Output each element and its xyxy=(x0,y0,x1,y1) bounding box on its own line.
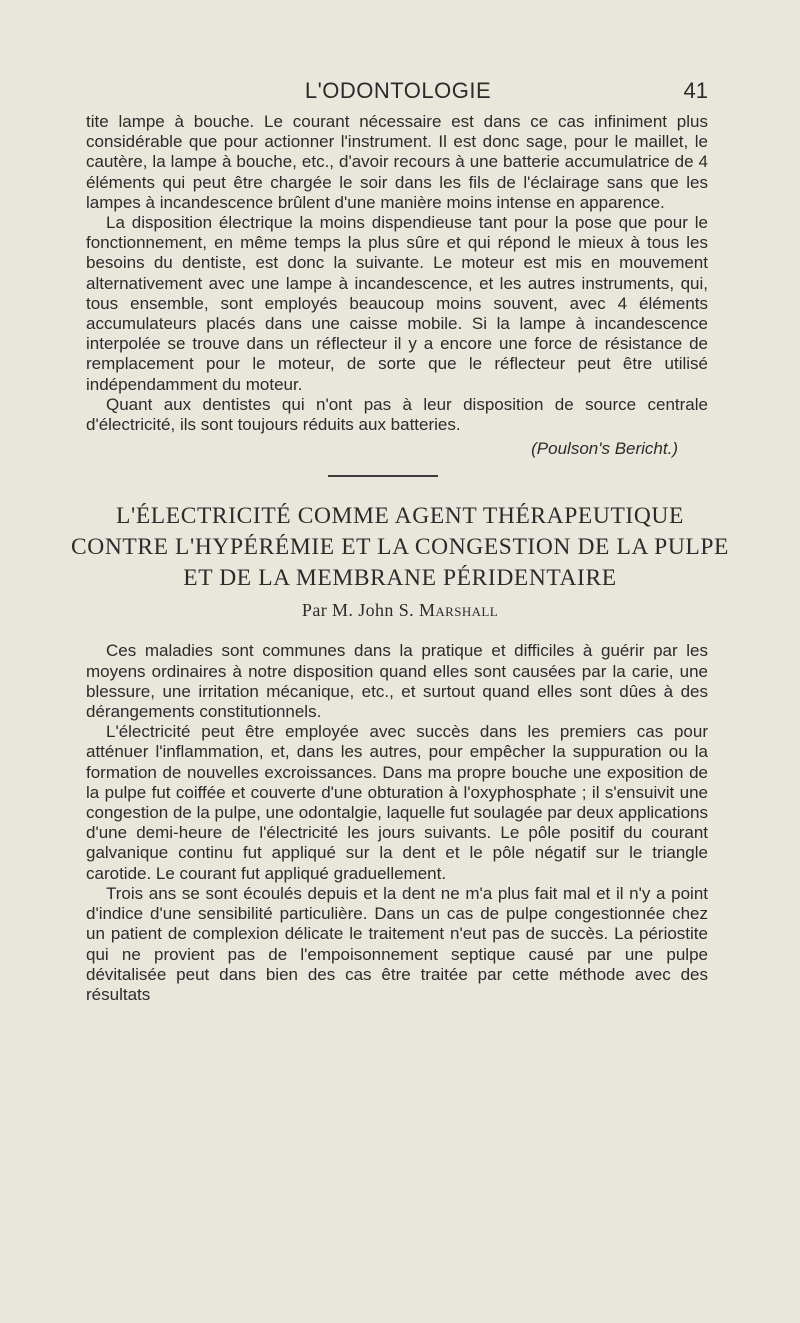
paragraph: Quant aux dentistes qui n'ont pas à leur disposition de source centrale d'électricité, ils sont toujours réduits aux batteries. xyxy=(86,394,708,435)
paragraph: tite lampe à bouche. Le courant nécessaire est dans ce cas infiniment plus considérable que pour actionner l'instrument. Il est donc sage, pour le maillet, le cautère, la lampe à bouche, etc., d'avoir recours à une batterie accumulatrice de 4 éléments qui peut être chargée le soir dans les fils de l'éclairage sans que les lampes à incandescence brûlent d'une manière moins intense en apparence. xyxy=(86,112,708,212)
paragraph: Ces maladies sont communes dans la pratique et difficiles à guérir par les moyens ordinaires à notre disposition quand elles sont causées par la carie, une blessure, une irritation mécanique, etc., et surtout quand elles sont dûes à des dérangements constitutionnels. xyxy=(86,641,708,722)
paragraph: La disposition électrique la moins dispendieuse tant pour la pose que pour le fonctionnement, en même temps la plus sûre et qui répond le mieux à tous les besoins du dentiste, est donc la suivante. Le moteur est mis en mouvement alternativement avec une lampe à incandescence, et les autres instruments, qui, tous ensemble, sont employés beaucoup moins souvent, avec 4 éléments accumulateurs placés dans une caisse mobile. Si la lampe à incandescence interpolée se trouve dans un réflecteur il y a encore une force de résistance de remplacement pour le moteur, de sorte que le réflecteur peut être utilisé indépendamment du moteur. xyxy=(86,213,708,394)
citation: (Poulson's Bericht.) xyxy=(531,439,678,459)
continuation-text xyxy=(86,112,708,459)
running-title: L'ODONTOLOGIE xyxy=(304,78,492,103)
section-divider xyxy=(328,475,438,477)
paragraph: Trois ans se sont écoulés depuis et la dent ne m'a plus fait mal et il n'y a point d'indice d'une sensibilité particulière. Dans un cas de pulpe congestionnée chez un patient de complexion délicate le traitement n'eut pas de succès. La périostite qui ne provient pas de l'empoisonnement septique causé par une pulpe dévitalisée peut dans bien des cas être traitée par cette méthode avec des résultats xyxy=(86,883,708,1004)
article-title: L'ÉLECTRICITÉ COMME AGENT THÉRAPEUTIQUE CONTRE L'HYPÉRÉMIE ET LA CONGESTION DE LA PULPE ET DE LA MEMBRANE PÉRIDENTAIRE xyxy=(70,503,729,592)
page-number: 41 xyxy=(683,78,708,103)
running-head xyxy=(88,78,708,112)
byline-surname: Marshall xyxy=(418,600,499,621)
paragraph: L'électricité peut être employée avec succès dans les premiers cas pour atténuer l'inflammation, et, dans les autres, pour empêcher la suppuration ou la formation de nouvelles excroissances. Dans ma propre bouche une exposition de la pulpe fut coiffée et couverte d'une obturation à l'oxyphosphate ; il s'ensuivit une congestion de la pulpe, une odontalgie, laquelle fut soulagée par deux applications d'une demi-heure de l'électricité les jours suivants. Le pôle positif du courant galvanique continu fut appliqué sur la dent et le pôle négatif sur le triangle carotide. Le courant fut appliqué graduellement. xyxy=(86,722,708,883)
article-body xyxy=(86,641,708,1005)
byline-prefix: Par M. John S. xyxy=(301,600,415,621)
byline xyxy=(0,600,800,621)
